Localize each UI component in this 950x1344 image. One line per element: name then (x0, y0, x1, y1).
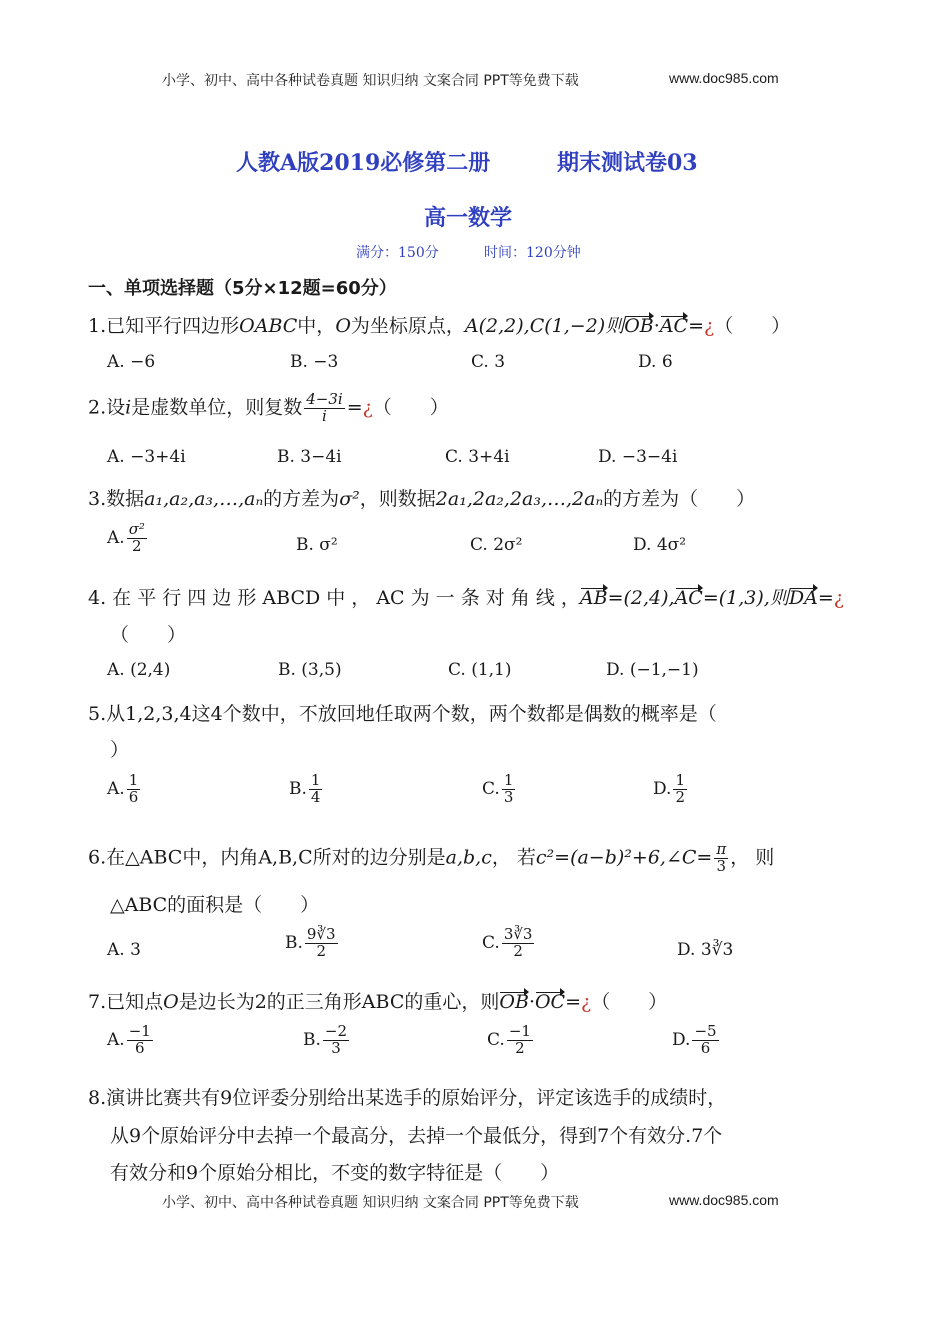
q7-option-d (672, 1024, 721, 1057)
q5-option-c-denominator: 3 (503, 787, 514, 806)
q5-option-b-numerator: 1 (310, 771, 321, 789)
q6-option-b (285, 927, 340, 960)
q4-vector-ab: AB (579, 587, 608, 609)
q6-option-a: A. 3 (107, 940, 141, 960)
q1-points: A(2,2),C(1,−2)则 (464, 315, 625, 337)
footer-site-link[interactable]: www.doc985.com (669, 1192, 779, 1208)
q2-mid: 是虚数单位，则复数 (131, 396, 303, 419)
q6-option-c (482, 927, 536, 960)
q7-option-d-denominator: 6 (700, 1038, 711, 1057)
q7-var-o: O (163, 991, 179, 1013)
q3-sequence-2: 2a₁,2a₂,2a₃,…,2aₙ (435, 488, 604, 510)
q7-option-b-label: B. (303, 1029, 321, 1050)
q7-answer-paren: （ ） (591, 991, 668, 1013)
q7-option-c-denominator: 2 (515, 1038, 525, 1057)
q3-option-b: B. σ² (296, 535, 338, 555)
q4-option-c: C. (1,1) (448, 660, 512, 680)
q2-fraction (304, 392, 344, 425)
q8-line2: 从9个原始评分中去掉一个最高分，去掉一个最低分，得到7个有效分.7个 (110, 1125, 723, 1147)
q1-var-o: O (335, 315, 351, 337)
header-text: 小学、初中、高中各种试卷真题 知识归纳 文案合同 PPT等免费下载 (162, 73, 579, 89)
q6-option-c-numerator: 3∛3 (503, 925, 533, 943)
doc-subtitle: 高一数学 (424, 205, 513, 231)
q6-condition: c²=(a−b)²+6,∠C= (535, 846, 713, 869)
q2-fraction-numerator: 4−3i (306, 390, 343, 408)
q7-option-d-label: D. (672, 1029, 691, 1050)
q8-line3: 有效分和9个原始分相比，不变的数字特征是（ ） (110, 1162, 560, 1184)
q1-mid2: 为坐标原点， (350, 315, 465, 337)
q5-option-c-fraction (502, 773, 516, 806)
footer-text: 小学、初中、高中各种试卷真题 知识归纳 文案合同 PPT等免费下载 (162, 1195, 579, 1211)
q6-option-b-label: B. (285, 932, 303, 953)
doc-time: 时间：120分钟 (484, 245, 581, 261)
q2-var-i: i (125, 396, 132, 419)
q4-option-d: D. (−1,−1) (606, 660, 699, 680)
q2-unknown-glyph: ¿ (362, 396, 373, 419)
q7-option-d-numerator: −5 (694, 1022, 717, 1040)
q6-option-c-label: C. (482, 932, 500, 953)
q1-unknown-glyph: ¿ (704, 315, 715, 337)
q7-prefix: 7.已知点 (88, 991, 164, 1013)
q5-option-a-numerator: 1 (128, 771, 139, 789)
q5-option-c-numerator: 1 (503, 771, 514, 789)
q4-option-b: B. (3,5) (278, 660, 342, 680)
q3-tail: 的方差为（ ） (603, 488, 756, 510)
q4-vector-ac: AC (674, 587, 703, 609)
q2-option-d: D. −3−4i (598, 447, 678, 467)
q7-option-d-fraction (692, 1024, 718, 1057)
q5-option-b-denominator: 4 (310, 787, 321, 806)
q8-line1: 8.演讲比赛共有9位评委分别给出某选手的原始评分，评定该选手的成绩时， (88, 1087, 727, 1109)
q4-option-a: A. (2,4) (107, 660, 171, 680)
q5-option-b-label: B. (289, 778, 307, 799)
q7-option-c (487, 1024, 535, 1057)
q2-answer-paren: （ ） (372, 396, 449, 419)
q2-prefix: 2.设 (88, 396, 126, 419)
q3-option-a-label: A. (107, 527, 125, 548)
q7-option-b-fraction (323, 1024, 349, 1057)
q4-answer-paren: （ ） (110, 624, 187, 646)
q6-option-b-denominator: 2 (316, 941, 326, 960)
q3-sigma: σ² (339, 488, 360, 510)
q1-prefix: 1.已知平行四边形 (88, 315, 240, 337)
q3-sequence-1: a₁,a₂,a₃,…,aₙ (144, 488, 264, 510)
q3-prefix: 3.数据 (88, 488, 145, 510)
q7-vector-oc: OC (534, 991, 566, 1013)
question-3 (88, 484, 755, 511)
q4-line1: 4. 在 平 行 四 边 形 ABCD 中 ， AC 为 一 条 对 角 线 ， (88, 587, 580, 609)
q3-mid: 的方差为 (263, 488, 340, 510)
q1-vector-ac: AC (659, 315, 689, 337)
header-site-link[interactable]: www.doc985.com (669, 70, 779, 86)
q5-option-d-numerator: 1 (675, 771, 685, 789)
q7-option-a-denominator: 6 (134, 1038, 145, 1057)
q1-option-b: B. −3 (290, 352, 339, 372)
q5-option-d (653, 773, 689, 806)
question-1 (88, 311, 790, 338)
q6-tail: ， 则 (730, 846, 775, 869)
q6-option-b-fraction (305, 927, 338, 960)
q6-option-b-numerator: 9∛3 (306, 925, 336, 943)
q3-option-a (107, 522, 149, 555)
q7-dot: · (528, 991, 535, 1013)
q3-option-d: D. 4σ² (633, 535, 687, 555)
q3-option-a-numerator: σ² (128, 520, 145, 538)
q2-option-b: B. 3−4i (277, 447, 342, 467)
q1-var-oabc: OABC (239, 315, 298, 337)
question-4 (88, 583, 844, 610)
section-heading: 一、单项选择题（5分×12题=60分） (88, 278, 397, 299)
q3-option-a-fraction (127, 522, 147, 555)
q5-option-c-label: C. (482, 778, 500, 799)
q5-option-b (289, 773, 324, 806)
q6-pi-numerator: π (716, 840, 727, 858)
q1-option-c: C. 3 (471, 352, 506, 372)
q1-dot: · (653, 315, 660, 337)
q4-ac-value: =(1,3),则 (702, 587, 789, 609)
q1-answer-paren: （ ） (714, 315, 791, 337)
q4-ab-value: =(2,4), (607, 587, 675, 609)
q7-option-a-numerator: −1 (128, 1022, 151, 1040)
q4-unknown-glyph: ¿ (833, 587, 844, 609)
q4-vector-da: DA (788, 587, 818, 609)
q6-pi-fraction (714, 842, 728, 875)
q7-unknown-glyph: ¿ (581, 991, 592, 1013)
q6-line1a: 6.在△ABC中，内角A,B,C所对的边分别是 (88, 846, 446, 869)
q7-mid: 是边长为2的正三角形ABC的重心，则 (178, 991, 500, 1013)
q3-option-a-denominator: 2 (132, 536, 142, 555)
q5-option-a-denominator: 6 (128, 787, 139, 806)
q6-abc: a,b,c (445, 846, 492, 869)
q7-option-c-label: C. (487, 1029, 505, 1050)
question-7 (88, 987, 667, 1014)
q7-vector-ob: OB (499, 991, 529, 1013)
q5-option-c (482, 773, 517, 806)
q7-option-a-label: A. (107, 1029, 125, 1050)
q5-option-a (107, 773, 142, 806)
question-2 (88, 392, 449, 425)
q7-option-a-fraction (127, 1024, 153, 1057)
q6-option-c-fraction (502, 927, 535, 960)
q1-mid1: 中， (297, 315, 336, 337)
q2-fraction-denominator: i (322, 406, 327, 425)
q7-option-c-fraction (507, 1024, 533, 1057)
q2-option-a: A. −3+4i (107, 447, 186, 467)
q5-option-a-fraction (127, 773, 141, 806)
q6-line2: △ABC的面积是（ ） (110, 894, 320, 916)
q1-option-d: D. 6 (638, 352, 673, 372)
q6-pi-denominator: 3 (716, 856, 727, 875)
q7-option-a (107, 1024, 155, 1057)
q6-option-c-denominator: 2 (513, 941, 523, 960)
q4-equals: = (817, 587, 834, 609)
doc-score: 满分：150分 (356, 245, 439, 261)
q5-option-b-fraction (309, 773, 323, 806)
q7-option-b-denominator: 3 (331, 1038, 341, 1057)
q3-mid2: ，则数据 (359, 488, 436, 510)
q5-option-a-label: A. (107, 778, 125, 799)
q5-option-d-denominator: 2 (675, 787, 685, 806)
q7-option-b (303, 1024, 351, 1057)
q5-line2: ） (110, 739, 130, 761)
q3-option-c: C. 2σ² (470, 535, 523, 555)
q6-mid: ， 若 (491, 846, 536, 869)
q7-option-c-numerator: −1 (508, 1022, 531, 1040)
q1-equals: = (688, 315, 704, 337)
q2-equals: = (346, 396, 363, 419)
q6-option-d: D. 3∛3 (677, 940, 734, 960)
q2-option-c: C. 3+4i (445, 447, 510, 467)
q7-option-b-numerator: −2 (324, 1022, 348, 1040)
q7-equals: = (565, 991, 582, 1013)
q5-line1: 5.从1,2,3,4这4个数中，不放回地任取两个数，两个数都是偶数的概率是（ (88, 703, 717, 725)
q1-option-a: A. −6 (107, 352, 156, 372)
question-6 (88, 842, 774, 875)
doc-title-part1: 人教A版2019必修第二册 (236, 150, 491, 176)
q1-vector-ob: OB (624, 315, 654, 337)
doc-title-part2: 期末测试卷03 (557, 150, 698, 176)
q5-option-d-label: D. (653, 778, 672, 799)
q5-option-d-fraction (673, 773, 687, 806)
